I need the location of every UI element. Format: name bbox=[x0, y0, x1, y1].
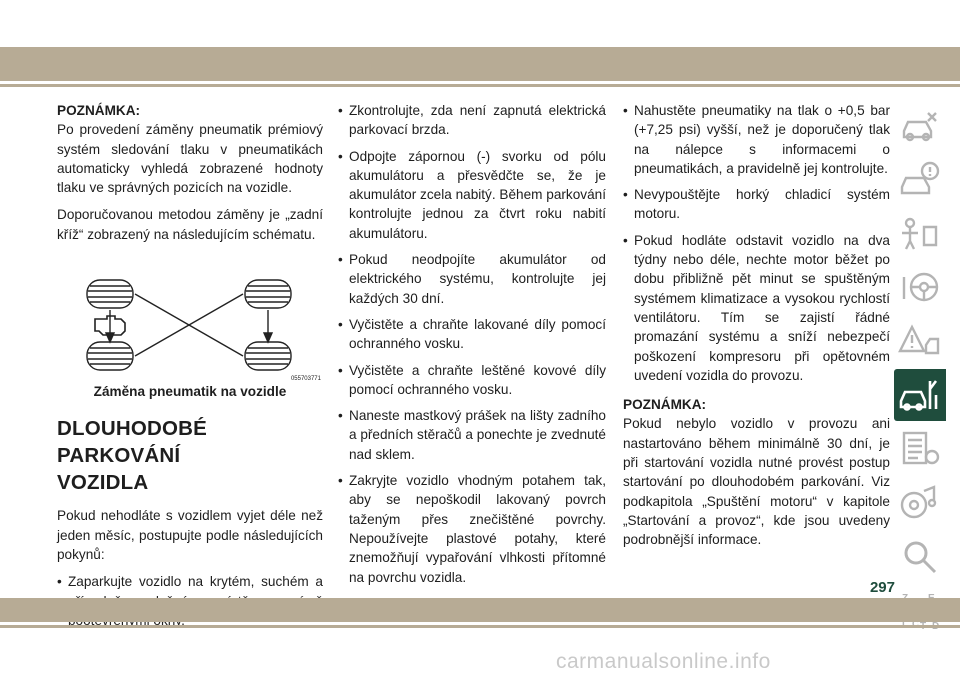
column-1 bbox=[57, 101, 323, 637]
bullet-dot: • bbox=[338, 148, 343, 164]
bullet-text: Vyčistěte a chraňte lakované díly pomocí ochranného vosku. bbox=[349, 316, 606, 352]
bullet-dot: • bbox=[338, 362, 343, 378]
warning-triangle-icon bbox=[898, 321, 942, 361]
bullet-text: Nevypouštějte horký chladicí systém motoru. bbox=[634, 187, 890, 222]
figure-caption: Záměna pneumatik na vozidle bbox=[93, 384, 287, 400]
page-number: 297 bbox=[869, 579, 895, 596]
bullet-item bbox=[623, 185, 890, 224]
heading-line-2: VOZIDLA bbox=[57, 471, 149, 495]
tab-search-index[interactable] bbox=[894, 531, 946, 583]
bullet-item bbox=[623, 101, 890, 178]
bullet-dot: • bbox=[338, 473, 343, 489]
bullet-item bbox=[338, 101, 606, 140]
header-band bbox=[0, 47, 960, 81]
note-title: POZNÁMKA: bbox=[623, 397, 707, 413]
tire-rotation-diagram bbox=[57, 270, 323, 382]
bullet-item bbox=[623, 231, 890, 385]
tire-rear-right bbox=[245, 342, 291, 370]
column-2 bbox=[338, 101, 606, 594]
intro-paragraph: Pokud nehodláte s vozidlem vyjet déle než jeden měsíc, postupujte podle následujících pokynů: bbox=[57, 508, 323, 562]
multimedia-icon bbox=[898, 483, 942, 523]
bullet-item bbox=[338, 361, 606, 400]
dashboard-info-icon bbox=[898, 159, 942, 199]
tab-safety[interactable] bbox=[894, 207, 946, 259]
header-rule bbox=[0, 84, 960, 87]
bullet-dot: • bbox=[338, 252, 343, 268]
bullet-dot: • bbox=[57, 574, 62, 590]
bullet-dot: • bbox=[623, 232, 628, 248]
bullet-text: Nahustěte pneumatiky na tlak o +0,5 bar (+7,25 psi) vyšší, než je doporučený tlak na nálepce s informacemi o pneumatikách, a pravidelně jej kontrolujte. bbox=[634, 103, 890, 176]
tire-front-right bbox=[245, 280, 291, 308]
tab-car-glance[interactable] bbox=[894, 99, 946, 151]
bullet-dot: • bbox=[338, 316, 343, 332]
tab-steering[interactable] bbox=[894, 261, 946, 313]
heading-line-1: DLOUHODOBÉ PARKOVÁNÍ bbox=[57, 417, 208, 468]
search-index-icon bbox=[898, 537, 942, 577]
footer-band bbox=[0, 598, 960, 622]
bullet-text: Vyčistěte a chraňte leštěné kovové díly pomocí ochranného vosku. bbox=[349, 362, 606, 397]
car-glance-icon bbox=[898, 105, 942, 145]
tab-dashboard-info[interactable] bbox=[894, 153, 946, 205]
section-heading bbox=[57, 415, 323, 496]
tab-warning[interactable] bbox=[894, 315, 946, 367]
note-title: POZNÁMKA: bbox=[57, 103, 141, 118]
column-3 bbox=[623, 101, 890, 558]
figure-code: 055703771 bbox=[290, 376, 321, 383]
bullet-item bbox=[338, 406, 606, 464]
bullet-item bbox=[338, 250, 606, 308]
tire-rear-left bbox=[87, 342, 133, 370]
bullet-text: Zakryjte vozidlo vhodným potahem tak, aby se nepoškodil lakovaný povrch taženým přes znečištěné povrchy. Nepoužívejte plastové potahy, které znemožňují vypařování vlhkosti přítomné na povrchu vozidla. bbox=[349, 473, 606, 585]
bullet-text: Zaparkujte vozidlo na krytém, suchém a bbox=[68, 574, 323, 590]
bullet-item bbox=[338, 471, 606, 587]
bullet-dot: • bbox=[338, 408, 343, 424]
note-text: Pokud nebylo vozidlo v provozu ani nastartováno během minimálně 30 dní, je při startování vozidla nutné provést postup startování po dlouhodobém parkování. Viz podkapitola „Spuštění motoru“ v kapitole „Startování a provoz“, kde jsou uvedeny podrobnější informace. bbox=[623, 416, 890, 548]
steering-wheel-icon bbox=[898, 267, 942, 307]
safety-icon bbox=[898, 213, 942, 253]
bullet-dot: • bbox=[623, 103, 628, 118]
bullet-item bbox=[338, 147, 606, 243]
bullet-text: Odpojte zápornou (-) svorku od pólu akumulátoru a přesvědčte se, že je akumulátor zcela nabitý. Během parkování kontrolujte jednou za čtvrt roku nabití akumulátoru. bbox=[349, 148, 606, 241]
tab-multimedia[interactable] bbox=[894, 477, 946, 529]
specifications-icon bbox=[898, 429, 942, 469]
rotation-paragraph: Doporučovanou metodou záměny je „zadní kříž“ zobrazený na následujícím schématu. bbox=[57, 207, 323, 242]
bullet-text: Naneste mastkový prášek na lišty zadního a předních stěračů a ponechte je zvednuté nad sklem. bbox=[349, 408, 606, 462]
bullet-text: Pokud hodláte odstavit vozidlo na dva týdny nebo déle, nechte motor běžet po dobu přibližně pět minut se spuštěným systémem klimatizace a vysokou rychlostí ventilátoru. Tím se zajistí řádné promazání systému a sníží nebezpečí poškození kompresoru při opětovném uvedení vozidla do provozu. bbox=[634, 232, 890, 383]
bullet-text: Zkontrolujte, zda není zapnutá elektrická parkovací brzda. bbox=[349, 103, 606, 138]
bullet-item bbox=[338, 315, 606, 354]
bullet-dot: • bbox=[338, 103, 343, 118]
chapter-sidebar bbox=[894, 99, 946, 639]
tire-front-left bbox=[87, 280, 133, 308]
bullet-dot: • bbox=[623, 187, 628, 203]
watermark: carmanualsonline.info bbox=[556, 650, 771, 673]
car-service-icon bbox=[898, 375, 942, 415]
tab-car-service[interactable] bbox=[894, 369, 946, 421]
tab-specifications[interactable] bbox=[894, 423, 946, 475]
note-text: Po provedení záměny pneumatik prémiový systém sledování tlaku v pneumatikách automaticky vyhledá zobrazené hodnoty tlaku ve správných pozicích na vozidle. bbox=[57, 122, 323, 196]
footer-rule bbox=[0, 625, 960, 628]
bullet-text: Pokud neodpojíte akumulátor od elektrického systému, kontrolujte jej každých 30 dní. bbox=[349, 252, 606, 306]
